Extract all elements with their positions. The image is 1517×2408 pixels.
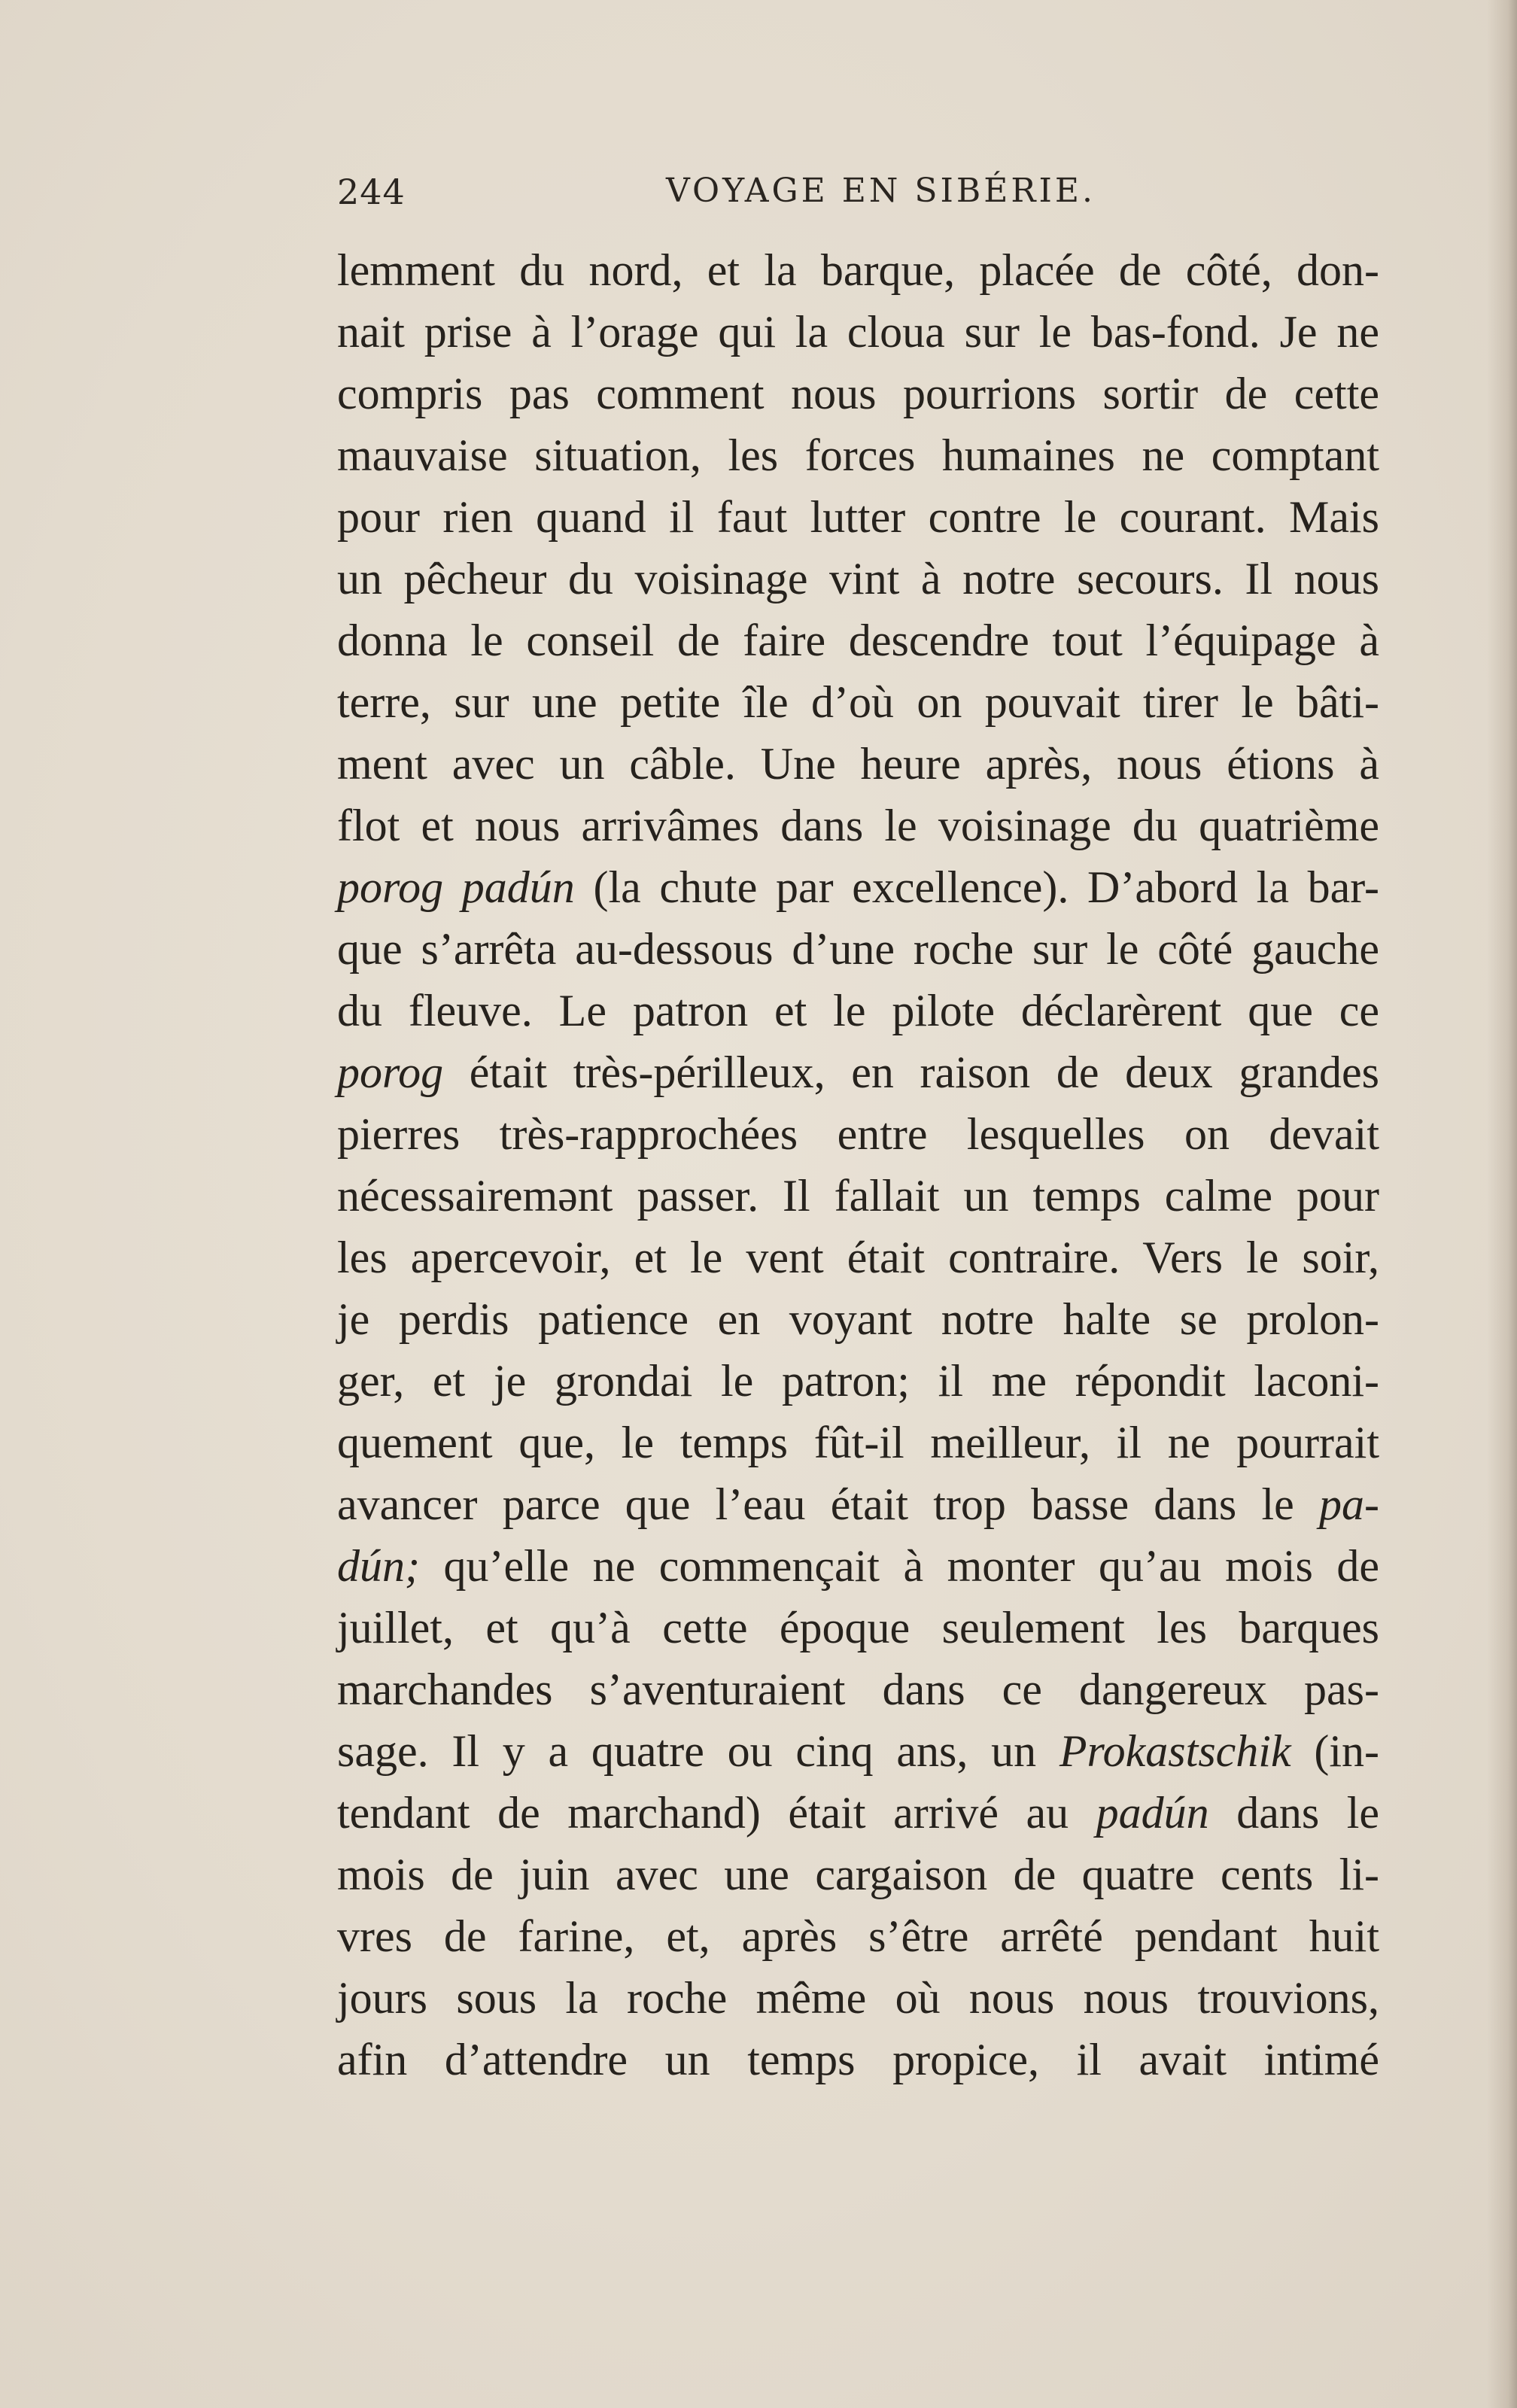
- text-line: [337, 1967, 1379, 2029]
- page-header: [337, 172, 1372, 224]
- text-line: [337, 980, 1379, 1041]
- text-segment: pour rien quand il faut lutter contre le courant. Mais: [337, 492, 1379, 542]
- text-line: [337, 1165, 1379, 1227]
- text-segment: jours sous la roche même où nous nous trouvions,: [337, 1973, 1379, 2023]
- text-segment: marchandes s’aventuraient dans ce dangereux pas-: [337, 1665, 1379, 1714]
- text-segment: nait prise à l’orage qui la cloua sur le bas-fond. Je ne: [337, 307, 1379, 357]
- text-segment: ment avec un câble. Une heure après, nous étions à: [337, 739, 1379, 789]
- text-segment: dans le: [1208, 1788, 1379, 1838]
- italic-text: porog padún: [337, 862, 575, 912]
- text-line: [337, 1535, 1379, 1597]
- text-segment: les apercevoir, et le vent était contraire. Vers le soir,: [337, 1233, 1379, 1282]
- italic-text: dún;: [337, 1541, 420, 1591]
- text-segment: sage. Il y a quatre ou cinq ans, un: [337, 1726, 1059, 1776]
- text-line: [337, 548, 1379, 610]
- page-number: 244: [337, 172, 406, 212]
- italic-text: Prokastschik: [1059, 1726, 1291, 1776]
- text-segment: avancer parce que l’eau était trop basse dans le: [337, 1479, 1320, 1529]
- text-segment: juillet, et qu’à cette époque seulement les barques: [337, 1603, 1379, 1652]
- text-segment: afin d’attendre un temps propice, il avait intimé: [337, 2035, 1379, 2084]
- text-segment: un pêcheur du voisinage vint à notre secours. Il nous: [337, 554, 1379, 604]
- text-segment: pierres très-rapprochées entre lesquelles on devait: [337, 1109, 1379, 1159]
- text-segment: quement que, le temps fût-il meilleur, il ne pourrait: [337, 1418, 1379, 1467]
- text-line: [337, 1288, 1379, 1350]
- text-line: [337, 239, 1379, 301]
- text-segment: donna le conseil de faire descendre tout l’équipage à: [337, 616, 1379, 665]
- text-line: [337, 424, 1379, 486]
- text-line: [337, 1782, 1379, 1844]
- text-line: [337, 1412, 1379, 1473]
- text-segment: mauvaise situation, les forces humaines ne comptant: [337, 430, 1379, 480]
- body-text: [337, 239, 1379, 2090]
- text-line: [337, 1905, 1379, 1967]
- text-line: [337, 918, 1379, 980]
- text-segment: nécessairemənt passer. Il fallait un temps calme pour: [337, 1171, 1379, 1221]
- text-line: [337, 610, 1379, 671]
- text-line: [337, 2029, 1379, 2090]
- text-line: [337, 1659, 1379, 1720]
- text-segment: (la chute par excellence). D’abord la bar-: [574, 862, 1380, 912]
- text-segment: je perdis patience en voyant notre halte se prolon-: [337, 1294, 1379, 1344]
- running-title: VOYAGE EN SIBÉRIE.: [666, 172, 1096, 210]
- text-line: [337, 1103, 1379, 1165]
- text-line: [337, 1041, 1379, 1103]
- text-line: [337, 856, 1379, 918]
- text-line: [337, 486, 1379, 548]
- text-segment: lemment du nord, et la barque, placée de côté, don-: [337, 245, 1379, 295]
- text-line: [337, 1473, 1379, 1535]
- text-line: [337, 795, 1379, 856]
- text-line: [337, 1597, 1379, 1659]
- text-segment: (in-: [1291, 1726, 1379, 1776]
- text-segment: ger, et je grondai le patron; il me répondit laconi-: [337, 1356, 1379, 1406]
- text-line: [337, 301, 1379, 363]
- text-segment: était très-périlleux, en raison de deux grandes: [443, 1047, 1379, 1097]
- text-line: [337, 1720, 1379, 1782]
- text-segment: vres de farine, et, après s’être arrêté pendant huit: [337, 1911, 1379, 1961]
- text-segment: tendant de marchand) était arrivé au: [337, 1788, 1096, 1838]
- text-line: [337, 363, 1379, 424]
- text-segment: terre, sur une petite île d’où on pouvait tirer le bâti-: [337, 677, 1379, 727]
- text-segment: qu’elle ne commençait à monter qu’au mois de: [419, 1541, 1379, 1591]
- text-segment: du fleuve. Le patron et le pilote déclarèrent que ce: [337, 986, 1379, 1035]
- text-segment: flot et nous arrivâmes dans le voisinage du quatrième: [337, 801, 1379, 850]
- text-line: [337, 733, 1379, 795]
- italic-text: porog: [337, 1047, 444, 1097]
- text-line: [337, 1227, 1379, 1288]
- italic-text: padún: [1096, 1788, 1209, 1838]
- text-line: [337, 1350, 1379, 1412]
- text-segment: que s’arrêta au-dessous d’une roche sur le côté gauche: [337, 924, 1379, 974]
- text-line: [337, 671, 1379, 733]
- text-segment: compris pas comment nous pourrions sortir de cette: [337, 369, 1379, 418]
- page-edge-shadow: [1487, 0, 1517, 2408]
- text-segment: mois de juin avec une cargaison de quatre cents li-: [337, 1850, 1379, 1899]
- italic-text: pa-: [1319, 1479, 1379, 1529]
- text-line: [337, 1844, 1379, 1905]
